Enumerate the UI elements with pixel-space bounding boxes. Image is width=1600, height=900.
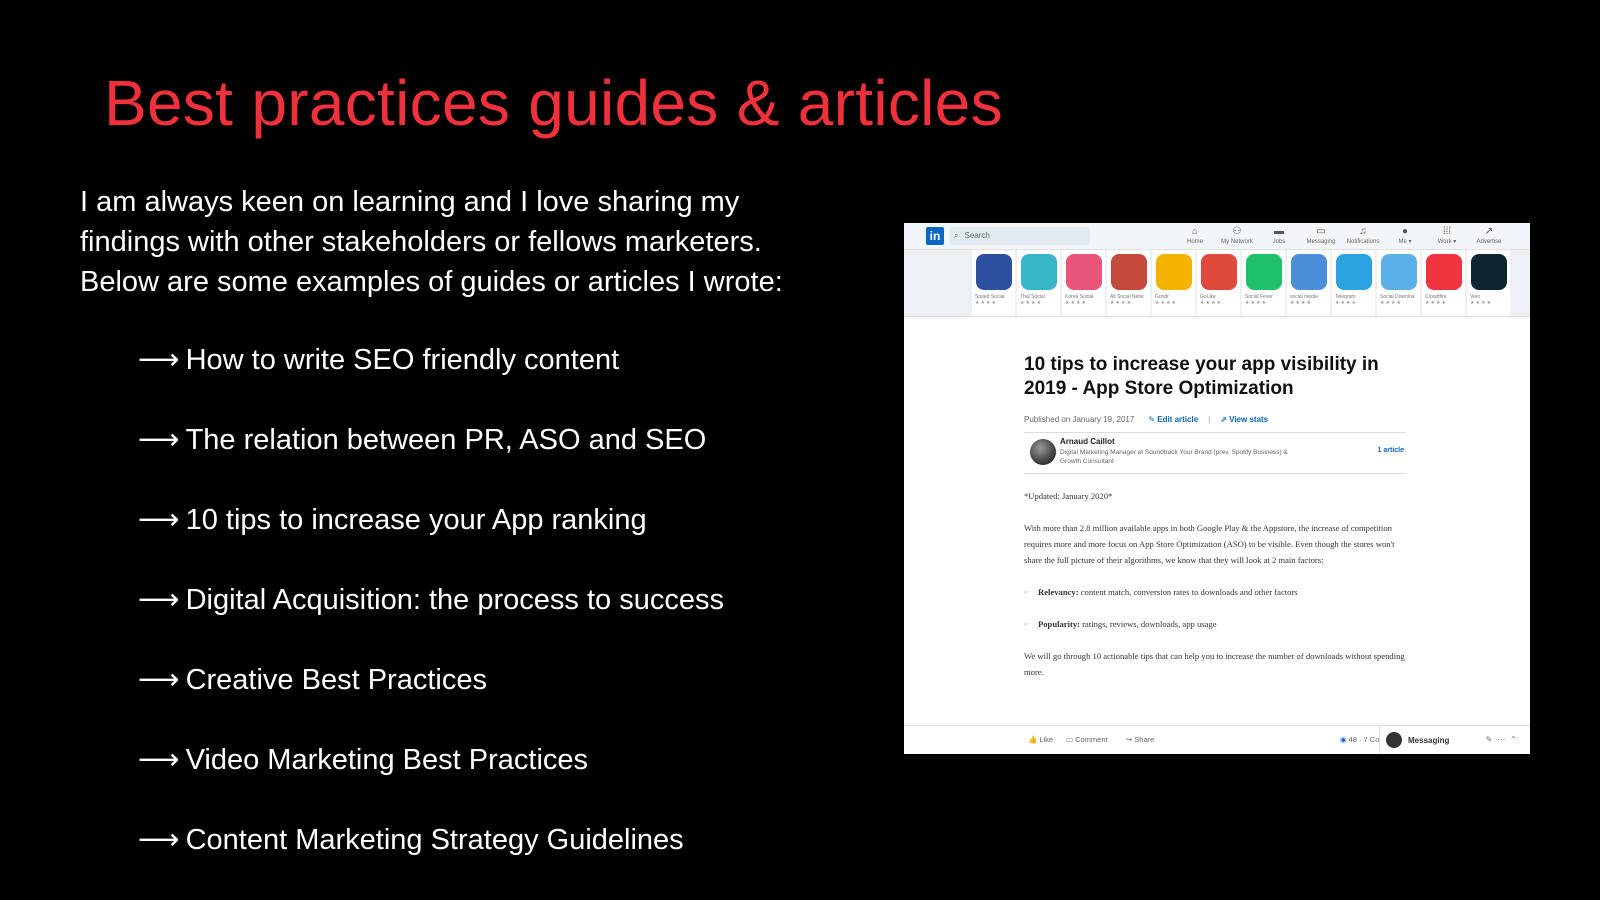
nav-label: Jobs (1272, 239, 1286, 245)
arrow-icon: ⟶ (138, 664, 180, 696)
factor-text: ratings, reviews, downloads, app usage (1080, 619, 1217, 629)
meta-separator: | (1208, 415, 1211, 424)
nav-jobs[interactable] (1258, 225, 1300, 246)
nav-label: Advertise (1476, 239, 1502, 245)
view-stats-link[interactable]: ⇗ View stats (1220, 415, 1269, 424)
article-title: 10 tips to increase your app visibility in 2019 - App Store Optimization (1024, 354, 1379, 399)
rating-stars-icon: ★★★★ (975, 300, 997, 306)
nav-advertise[interactable] (1468, 225, 1510, 246)
rating-stars-icon: ★★★★ (1110, 300, 1132, 306)
app-card[interactable] (1062, 250, 1105, 316)
app-card[interactable] (1152, 250, 1195, 316)
linkedin-logo[interactable]: in (926, 227, 944, 245)
share-button[interactable] (1126, 735, 1154, 744)
messaging-label: Messaging (1408, 736, 1450, 745)
app-name: GoLike (1200, 294, 1216, 300)
more-icon[interactable]: ⋯ (1497, 735, 1511, 744)
comment-label: Comment (1075, 735, 1108, 744)
app-icon (976, 254, 1012, 290)
app-icon (1246, 254, 1282, 290)
article-list (138, 340, 724, 900)
app-icon (1471, 254, 1507, 290)
comment-icon: ▭ (1066, 735, 1074, 744)
app-name: Vero (1470, 294, 1481, 300)
list-item (138, 500, 724, 580)
app-card[interactable] (1242, 250, 1285, 316)
app-card[interactable] (1332, 250, 1375, 316)
arrow-icon: ⟶ (138, 424, 180, 456)
intro-paragraph (80, 182, 840, 302)
nav-my-network[interactable] (1216, 225, 1258, 246)
list-item-label: How to write SEO friendly content (185, 344, 620, 376)
factor-relevancy (1024, 584, 1414, 600)
rating-stars-icon: ★★★★ (1200, 300, 1222, 306)
like-button[interactable] (1028, 735, 1053, 744)
app-name: Korea Social (1065, 294, 1094, 300)
updated-note: *Updated: January 2020* (1024, 491, 1113, 501)
app-name: Grindr (1155, 294, 1169, 300)
article-meta (1024, 415, 1414, 424)
eye-icon: ◉ (1340, 735, 1347, 744)
factor-label: Relevancy: (1038, 587, 1079, 597)
app-icon (1021, 254, 1057, 290)
author-articles-link[interactable]: 1 article (1377, 447, 1404, 454)
app-icon (1066, 254, 1102, 290)
app-icon (1111, 254, 1147, 290)
rating-stars-icon: ★★★★ (1425, 300, 1447, 306)
app-card[interactable] (1197, 250, 1240, 316)
rating-stars-icon: ★★★★ (1470, 300, 1492, 306)
app-card[interactable] (1107, 250, 1150, 316)
app-name: All Social Netw (1110, 294, 1144, 300)
list-item-label: The relation between PR, ASO and SEO (185, 424, 707, 456)
nav-label: Me ▾ (1398, 239, 1412, 245)
edit-article-link[interactable]: ✎ Edit article (1148, 415, 1199, 424)
messaging-controls[interactable] (1486, 735, 1522, 744)
arrow-icon: ⟶ (138, 344, 180, 376)
views-count[interactable] (1340, 735, 1379, 744)
avatar-icon: ● (1401, 226, 1409, 237)
nav-items (1174, 225, 1510, 246)
list-item (138, 340, 724, 420)
factor-text: content match, conversion rates to downloads and other factors (1078, 587, 1298, 597)
nav-label: Notifications (1346, 239, 1380, 245)
app-name: Social Fever (1245, 294, 1273, 300)
linkedin-article-screenshot (904, 223, 1530, 754)
app-card[interactable] (1287, 250, 1330, 316)
search-placeholder: Search (964, 231, 990, 240)
rating-stars-icon: ★★★★ (1245, 300, 1267, 306)
nav-label: Messaging (1306, 239, 1336, 245)
arrow-icon: ⟶ (138, 504, 180, 536)
app-name: Speed Social (975, 294, 1005, 300)
messaging-bar[interactable] (1379, 725, 1530, 754)
rating-stars-icon: ★★★★ (1155, 300, 1177, 306)
comment-button[interactable] (1066, 735, 1108, 744)
list-item (138, 660, 724, 740)
app-name: Social Downloa (1380, 294, 1415, 300)
intro-paragraph: With more than 2.8 million available apps in both Google Play & the Appstore, the increase of competition requires more and more focus on App Store Optimization (ASO) to be visible. Even though the stores won't share the full picture of their algorithms, we know that they will look at 2 main factors: (1024, 523, 1395, 565)
author-bio: Digital Marketing Manager at Soundtrack Your Brand (prev. Spotify Business) & Growth Consultant (1060, 449, 1288, 465)
list-item-label: Content Marketing Strategy Guidelines (185, 824, 684, 856)
list-item-label: Creative Best Practices (185, 664, 487, 696)
compose-icon[interactable]: ✎ (1485, 735, 1498, 744)
advertise-icon: ↗ (1484, 226, 1494, 237)
nav-work[interactable] (1426, 225, 1468, 246)
slide-title: Best practices guides & articles (104, 67, 1003, 139)
rating-stars-icon: ★★★★ (1335, 300, 1357, 306)
nav-home[interactable] (1174, 225, 1216, 246)
avatar[interactable] (1030, 439, 1056, 465)
article-body (1024, 488, 1414, 680)
author-card (1024, 432, 1406, 474)
app-icon (1381, 254, 1417, 290)
author-name[interactable]: Arnaud Caillot (1060, 437, 1115, 446)
nav-me[interactable] (1384, 225, 1426, 246)
like-label: Like (1039, 735, 1054, 744)
app-icon (1336, 254, 1372, 290)
article-action-bar (904, 725, 1530, 754)
factor-label: Popularity: (1038, 619, 1081, 629)
closing-paragraph: We will go through 10 actionable tips that can help you to increase the number of downloads without spending more. (1024, 651, 1405, 677)
app-icon (1291, 254, 1327, 290)
intro-line: findings with other stakeholders or fellows marketers. (80, 226, 762, 258)
app-name: Thai Social (1020, 294, 1045, 300)
rating-stars-icon: ★★★★ (1020, 300, 1042, 306)
app-card[interactable] (1422, 250, 1465, 316)
grid-icon: ⁞⁞⁞ (1442, 226, 1452, 237)
nav-label: My Network (1221, 239, 1253, 245)
app-name: Telegram (1335, 294, 1356, 300)
app-card[interactable] (1467, 250, 1510, 316)
search-input[interactable] (950, 227, 1090, 245)
article (1024, 353, 1414, 696)
app-icon (1426, 254, 1462, 290)
rating-stars-icon: ★★★★ (1380, 300, 1402, 306)
list-item (138, 420, 724, 500)
thumbs-up-icon: 👍 (1028, 735, 1038, 744)
share-label: Share (1134, 735, 1155, 744)
app-icon (1156, 254, 1192, 290)
app-name: social media (1290, 294, 1318, 300)
avatar (1386, 732, 1402, 748)
linkedin-navbar (904, 223, 1530, 250)
list-item-label: Video Marketing Best Practices (185, 744, 589, 776)
app-card[interactable] (1017, 250, 1060, 316)
factor-popularity (1024, 616, 1414, 632)
bell-icon: ♫ (1359, 226, 1367, 237)
app-name: Crowdfire (1425, 294, 1447, 300)
chevron-up-icon[interactable]: ⌃ (1510, 735, 1522, 744)
share-icon: ↪ (1126, 735, 1133, 744)
nav-messaging[interactable] (1300, 225, 1342, 246)
nav-label: Work ▾ (1437, 239, 1457, 245)
arrow-icon: ⟶ (138, 584, 180, 616)
rating-stars-icon: ★★★★ (1065, 300, 1087, 306)
home-icon: ⌂ (1191, 226, 1199, 237)
search-icon: ⌕ (954, 231, 959, 240)
list-item-label: Digital Acquisition: the process to success (185, 584, 724, 616)
list-item (138, 820, 724, 900)
intro-line: I am always keen on learning and I love sharing my (80, 186, 740, 218)
app-icons-strip (904, 250, 1530, 317)
list-item (138, 740, 724, 820)
nav-label: Home (1186, 239, 1203, 245)
network-icon: ⚇ (1232, 226, 1242, 237)
arrow-icon: ⟶ (138, 824, 180, 856)
chat-icon: ▭ (1316, 226, 1326, 237)
list-item-label: 10 tips to increase your App ranking (185, 504, 647, 536)
briefcase-icon: ▬ (1274, 226, 1284, 237)
app-card[interactable] (1377, 250, 1420, 316)
arrow-icon: ⟶ (138, 744, 180, 776)
views-label: 48 · 7 Co (1348, 735, 1380, 744)
intro-line: Below are some examples of guides or articles I wrote: (80, 266, 783, 298)
app-card[interactable] (972, 250, 1015, 316)
nav-notifications[interactable] (1342, 225, 1384, 246)
published-date: Published on January 19, 2017 (1024, 415, 1135, 424)
rating-stars-icon: ★★★★ (1290, 300, 1312, 306)
app-icon (1201, 254, 1237, 290)
list-item (138, 580, 724, 660)
